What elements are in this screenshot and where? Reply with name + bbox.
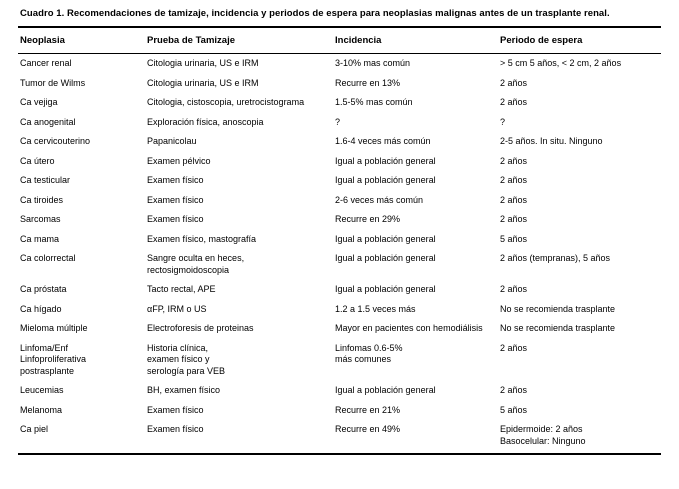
- table-body: [18, 54, 661, 451]
- cell-line: Linfomas 0.6-5%: [335, 342, 403, 353]
- cell-periodo-espera: [498, 319, 661, 339]
- cell-line: No se recomienda trasplante: [500, 323, 616, 333]
- cell-prueba-tamizaje: [145, 210, 333, 230]
- cell-line: Papanicolau: [147, 136, 197, 146]
- cell-line: más comunes: [335, 354, 392, 364]
- cell-incidencia: [333, 381, 498, 401]
- cell-prueba-tamizaje: [145, 191, 333, 211]
- cell-line: Melanoma: [20, 404, 63, 415]
- cell-line: 2-5 años. In situ. Ninguno: [500, 136, 603, 146]
- cell-line: Ca tiroides: [20, 194, 64, 205]
- cell-prueba-tamizaje: [145, 54, 333, 74]
- cell-line: Citologia urinaria, US e IRM: [147, 58, 259, 68]
- cell-line: 2 años: [500, 214, 528, 224]
- cell-line: Tacto rectal, APE: [147, 284, 216, 294]
- cell-line: Igual a población general: [335, 253, 436, 263]
- cell-periodo-espera: [498, 132, 661, 152]
- cell-neoplasia: [18, 210, 145, 230]
- cell-line: Examen físico: [147, 214, 204, 224]
- cell-incidencia: [333, 280, 498, 300]
- cell-line: Linfoma/Enf: [20, 342, 69, 353]
- cell-line: Ca cervicouterino: [20, 136, 91, 146]
- table-row: [18, 319, 661, 339]
- cell-prueba-tamizaje: [145, 171, 333, 191]
- cell-line: Ca piel: [20, 424, 49, 434]
- cell-line: 5 años: [500, 233, 528, 244]
- table-row: [18, 300, 661, 320]
- table-row: [18, 249, 661, 280]
- cell-line: No se recomienda trasplante: [500, 303, 616, 314]
- cell-neoplasia: [18, 74, 145, 94]
- table-header: [18, 28, 661, 53]
- table-row: [18, 132, 661, 152]
- cell-prueba-tamizaje: [145, 74, 333, 94]
- cell-periodo-espera: [498, 401, 661, 421]
- cell-line: Historia clínica,: [147, 342, 209, 353]
- cell-line: 2 años (tempranas), 5 años: [500, 253, 611, 263]
- cell-line: serología para VEB: [147, 365, 226, 376]
- cell-periodo-espera: [498, 113, 661, 133]
- cell-line: 2 años: [500, 155, 528, 166]
- cell-neoplasia: [18, 339, 145, 382]
- cell-incidencia: [333, 249, 498, 280]
- cell-line: Exploración física, anoscopia: [147, 116, 264, 127]
- cell-periodo-espera: [498, 230, 661, 250]
- cancer-screening-table-body: [18, 54, 661, 451]
- cell-line: examen físico y: [147, 354, 210, 364]
- cell-line: Ca mama: [20, 233, 60, 244]
- cell-neoplasia: [18, 401, 145, 421]
- table-row: [18, 401, 661, 421]
- cell-line: 2 años: [500, 385, 528, 395]
- cell-line: Ca hígado: [20, 303, 62, 314]
- cell-line: Ca testicular: [20, 175, 71, 185]
- cell-line: 2 años: [500, 284, 528, 294]
- cell-incidencia: [333, 113, 498, 133]
- cell-line: 2-6 veces más común: [335, 194, 424, 205]
- cell-line: 2 años: [500, 77, 528, 88]
- cell-line: Mieloma múltiple: [20, 323, 88, 333]
- cell-incidencia: [333, 191, 498, 211]
- cell-prueba-tamizaje: [145, 249, 333, 280]
- cell-incidencia: [333, 171, 498, 191]
- cell-line: rectosigmoidoscopia: [147, 264, 230, 275]
- cell-prueba-tamizaje: [145, 401, 333, 421]
- cell-prueba-tamizaje: [145, 280, 333, 300]
- table-row: [18, 54, 661, 74]
- cell-line: Recurre en 29%: [335, 214, 401, 224]
- cell-incidencia: [333, 132, 498, 152]
- bottom-border-rule: [18, 453, 661, 455]
- cell-line: Igual a población general: [335, 155, 436, 166]
- cell-neoplasia: [18, 132, 145, 152]
- cell-neoplasia: [18, 249, 145, 280]
- cell-line: Igual a población general: [335, 233, 436, 244]
- cell-line: Examen físico, mastografía: [147, 233, 257, 244]
- cell-line: Recurre en 21%: [335, 404, 401, 415]
- cell-line: Basocelular: Ninguno: [500, 435, 586, 446]
- cell-line: Examen físico: [147, 175, 204, 185]
- cell-prueba-tamizaje: [145, 381, 333, 401]
- cell-prueba-tamizaje: [145, 230, 333, 250]
- cell-neoplasia: [18, 152, 145, 172]
- cell-line: Tumor de Wilms: [20, 77, 86, 88]
- cell-periodo-espera: [498, 74, 661, 94]
- cell-line: 2 años: [500, 342, 528, 353]
- cell-line: Sarcomas: [20, 214, 61, 224]
- cell-line: Ca útero: [20, 155, 55, 166]
- cell-neoplasia: [18, 300, 145, 320]
- table-row: [18, 191, 661, 211]
- cell-incidencia: [333, 319, 498, 339]
- cell-periodo-espera: [498, 54, 661, 74]
- cell-line: Ca próstata: [20, 284, 67, 294]
- cell-line: Ca vejiga: [20, 97, 58, 107]
- table-header-row: [18, 28, 661, 53]
- table-row: [18, 171, 661, 191]
- cell-prueba-tamizaje: [145, 300, 333, 320]
- cell-neoplasia: [18, 381, 145, 401]
- cell-line: Ca colorrectal: [20, 253, 76, 263]
- table-row: [18, 210, 661, 230]
- cell-line: 5 años: [500, 404, 528, 415]
- cell-periodo-espera: [498, 339, 661, 382]
- cell-line: Igual a población general: [335, 175, 436, 185]
- cell-periodo-espera: [498, 280, 661, 300]
- table-row: [18, 339, 661, 382]
- cell-line: 1.6-4 veces más común: [335, 136, 431, 146]
- cell-incidencia: [333, 420, 498, 451]
- table-row: [18, 420, 661, 451]
- cell-line: Mayor en pacientes con hemodiálisis: [335, 323, 483, 333]
- cell-periodo-espera: [498, 152, 661, 172]
- cell-incidencia: [333, 210, 498, 230]
- cell-periodo-espera: [498, 93, 661, 113]
- cell-line: Electroforesis de proteinas: [147, 323, 254, 333]
- cell-line: αFP, IRM o US: [147, 303, 207, 314]
- cell-line: Epidermoide: 2 años: [500, 424, 583, 434]
- cell-prueba-tamizaje: [145, 152, 333, 172]
- cell-incidencia: [333, 230, 498, 250]
- cell-line: Cancer renal: [20, 58, 72, 68]
- cell-line: 3-10% mas común: [335, 58, 411, 68]
- cell-line: Igual a población general: [335, 284, 436, 294]
- cell-periodo-espera: [498, 210, 661, 230]
- cell-prueba-tamizaje: [145, 132, 333, 152]
- cell-line: 1.5-5% mas común: [335, 97, 413, 107]
- cell-line: Leucemias: [20, 385, 64, 395]
- cell-line: Examen físico: [147, 194, 204, 205]
- cell-neoplasia: [18, 113, 145, 133]
- table-row: [18, 230, 661, 250]
- cell-line: 1.2 a 1.5 veces más: [335, 303, 416, 314]
- cell-prueba-tamizaje: [145, 339, 333, 382]
- table-row: [18, 280, 661, 300]
- cell-line: Examen físico: [147, 404, 204, 415]
- column-header-periodo-espera: Periodo de espera: [500, 35, 583, 46]
- column-header-incidencia: Incidencia: [335, 35, 382, 46]
- cell-incidencia: [333, 74, 498, 94]
- cell-line: 2 años: [500, 97, 528, 107]
- cell-line: Recurre en 13%: [335, 77, 401, 88]
- cell-line: Citologia urinaria, US e IRM: [147, 77, 259, 88]
- cell-prueba-tamizaje: [145, 93, 333, 113]
- table-row: [18, 113, 661, 133]
- cell-line: ?: [500, 116, 506, 127]
- cell-prueba-tamizaje: [145, 420, 333, 451]
- table-caption: Cuadro 1. Recomendaciones de tamizaje, incidencia y periodos de espera para neoplasias malignas antes de un trasplante renal.: [20, 8, 610, 19]
- cell-line: BH, examen físico: [147, 385, 221, 395]
- cell-periodo-espera: [498, 300, 661, 320]
- cell-line: 2 años: [500, 175, 528, 185]
- cell-periodo-espera: [498, 249, 661, 280]
- cell-incidencia: [333, 93, 498, 113]
- cell-line: postrasplante: [20, 365, 75, 376]
- cell-neoplasia: [18, 93, 145, 113]
- cell-neoplasia: [18, 191, 145, 211]
- cell-periodo-espera: [498, 171, 661, 191]
- cell-line: Linfoproliferativa: [20, 354, 87, 364]
- cell-periodo-espera: [498, 381, 661, 401]
- cell-neoplasia: [18, 420, 145, 451]
- cell-incidencia: [333, 300, 498, 320]
- cell-incidencia: [333, 152, 498, 172]
- cell-line: ?: [335, 116, 341, 127]
- table-row: [18, 74, 661, 94]
- table-row: [18, 152, 661, 172]
- cell-neoplasia: [18, 319, 145, 339]
- cell-incidencia: [333, 54, 498, 74]
- cell-periodo-espera: [498, 420, 661, 451]
- cell-line: Citologia, cistoscopia, uretrocistograma: [147, 97, 305, 107]
- cell-line: Sangre oculta en heces,: [147, 253, 245, 263]
- cell-neoplasia: [18, 280, 145, 300]
- cell-prueba-tamizaje: [145, 113, 333, 133]
- column-header-prueba-tamizaje: Prueba de Tamizaje: [147, 35, 235, 46]
- cell-prueba-tamizaje: [145, 319, 333, 339]
- cell-periodo-espera: [498, 191, 661, 211]
- cell-line: Igual a población general: [335, 385, 436, 395]
- table-row: [18, 93, 661, 113]
- cell-incidencia: [333, 339, 498, 382]
- cell-line: Examen físico: [147, 424, 204, 434]
- cell-line: > 5 cm 5 años, < 2 cm, 2 años: [500, 58, 622, 68]
- table-row: [18, 381, 661, 401]
- cell-line: 2 años: [500, 194, 528, 205]
- cell-line: Ca anogenital: [20, 116, 76, 127]
- cell-line: Examen pélvico: [147, 155, 211, 166]
- cell-line: Recurre en 49%: [335, 424, 401, 434]
- cell-neoplasia: [18, 54, 145, 74]
- column-header-neoplasia: Neoplasia: [20, 35, 65, 46]
- cancer-screening-table: [18, 28, 661, 53]
- cell-neoplasia: [18, 230, 145, 250]
- cell-neoplasia: [18, 171, 145, 191]
- cell-incidencia: [333, 401, 498, 421]
